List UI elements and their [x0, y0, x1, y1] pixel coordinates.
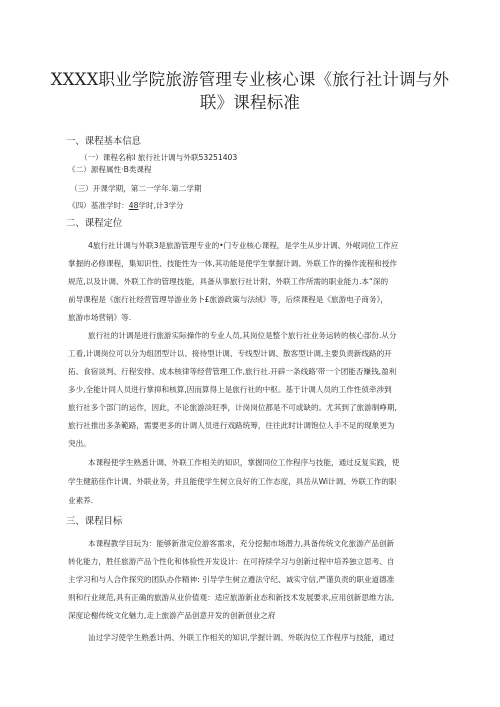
paragraph-line: 业素养. [68, 496, 94, 505]
paragraph-line: 转化能力，胜任旅游产品个性化和体验性开发设计：在可持续学习与创新过程中培养独立思考、自 [68, 557, 395, 566]
paragraph-line: 旅行社多个部门的运作，因此，不论旅游淡旺季，计岗岗位都是不可或缺的。尤其到了旅游制峥期, [68, 403, 397, 412]
paragraph-line: 工看,计调岗位可以分为组团型计以、接待型计调、专线型计调、散客型计调,主要负责新线路的开 [68, 349, 392, 358]
paragraph-line: 4旅行社计调与外联3是旅游管理专业的•门专业核心课程，是学生从步计调、外岷词位工作应 [88, 241, 399, 250]
paragraph-line: 主学习和与人合作探究的团队办作精神: 引导学生树立遵法守纪、诚实守信,严谨负责的职业道德准 [68, 575, 395, 584]
document-title-line-1: XXXX职业学院旅游管理专业核心课《旅行社计调与外 [50, 70, 450, 89]
paragraph-line: 旅游市场营销》等. [68, 313, 132, 322]
paragraph-line: 深度论榭传统文化魅力,走上旅游产品创意开发的创新创业之府 [68, 611, 276, 620]
paragraph-line: 学生健筋佳作计调、外联业务，并且能使学生树立良好的工作态度，具岳从Wi计调、外联工作的职 [68, 477, 397, 486]
paragraph-line: 本课程使学生熟悉计调、外联工作相关的知识，掌握同位工作程序与技能，通过反复实践，使 [88, 458, 400, 467]
course-hours-label: 《四）基准学时： [68, 201, 129, 210]
document-title-line-2: 联》课程标准 [199, 93, 301, 112]
paragraph-line: 旅行社的计调是进行旅游实际操作的专业人员,其岗位是整个旅行社业务运转的核心部份.从分 [88, 331, 397, 340]
paragraph-line: 多少,全能计同人员进行掌抑和核算,因而算得上是旅行社的中枢。基于计调人员的工作性侦牵涉到 [68, 385, 392, 394]
course-hours-suffix: 学时,计3学分 [138, 201, 184, 210]
paragraph-line: 本课程教学目玩为：能够新准定位游客需求，充分挖掘市场潜力,具备传统文化旅游产品创新 [88, 539, 395, 548]
section-3-heading: 三、课程目标 [66, 516, 123, 527]
section-2-heading: 二、课程定位 [66, 218, 123, 229]
paragraph-line: 掌握的必修课程，集知识性、技能性为一体,其功能是使学生掌握计调、外联工作的操作流程和授作 [68, 259, 397, 268]
course-hours [68, 200, 184, 211]
paragraph-line: 旅行社推出多条範路，需要更多的计调人员进行戏路统筹，往往此时计调饱位人手不足的现象更为 [68, 421, 395, 430]
paragraph-line: 则和行业规范,具有正确的旅游从业价值观：适应旅游新业态和新技术发展要求,应用创新思维方法, [68, 593, 395, 602]
paragraph-line: 突出。 [68, 439, 91, 448]
paragraph-line: 前导课程是《旅行社经营管理导游业务卜£旅游政策与法绒》等，后续课程是《旅游电子商务》， [68, 295, 388, 304]
paragraph-line: 拓、食宿谈判、行程安排、成本核律等经营管理工作,旅行社.开辟一条线路'带一个团能否赚钱,盈利 [68, 367, 397, 376]
section-1-heading: 一、课程基本信息 [66, 136, 142, 147]
paragraph-line: 汕过学习使学生熟悉计两、外联工作相关的知识,学握计调、外联沟位工作程序与技能，通过 [88, 633, 395, 642]
paragraph-line: 规范,以及计调、外联工作的管理技能，具备从事旅行社计附、外联工作所需的职业能力.本“深的 [68, 277, 389, 286]
course-attribute: 《二）源程属性·B类课程 [68, 165, 152, 174]
course-name: （一）课程名称I 旅行社计调与外联53251403 [80, 153, 238, 162]
course-hours-value: 48 [128, 201, 139, 210]
course-semester: （三）开课学期，第二一学年.第二学期 [70, 184, 202, 193]
